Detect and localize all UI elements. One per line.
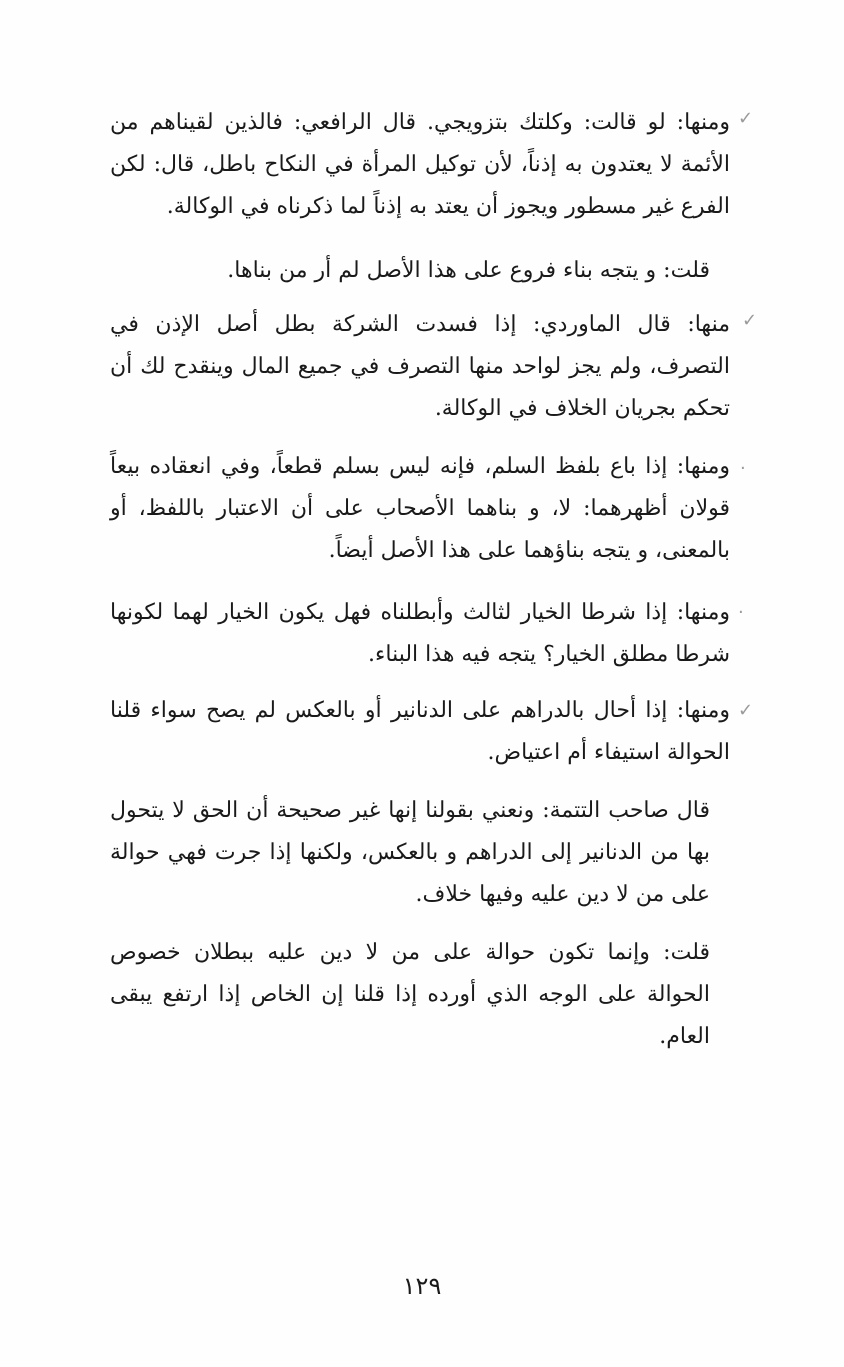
page-number: ١٢٩ xyxy=(402,1272,442,1300)
check-mark-icon: ✓ xyxy=(742,310,758,331)
check-mark-icon: ✓ xyxy=(738,700,754,721)
paragraph-7: قال صاحب التتمة: ونعني بقولنا إنها غير صحيحة أن الحق لا يتحول بها من الدنانير إلى الدراهم و بالعكس، ولكنها إذا جرت فهي حوالة على من لا دين عليه وفيها خلاف. xyxy=(110,798,710,907)
margin-dot-icon: · xyxy=(740,458,746,479)
paragraph-5: ومنها: إذا شرطا الخيار لثالث وأبطلناه فهل يكون الخيار لهما لكونها شرطا مطلق الخيار؟ يتجه فيه هذا البناء. xyxy=(110,600,730,667)
paragraph-6: ومنها: إذا أحال بالدراهم على الدنانير أو بالعكس لم يصح سواء قلنا الحوالة استيفاء أم اعتياض. xyxy=(110,698,730,765)
margin-dot-icon: · xyxy=(738,602,744,623)
paragraph-3: منها: قال الماوردي: إذا فسدت الشركة بطل أصل الإذن في التصرف، ولم يجز لواحد منها التصرف في جميع المال وينقدح لك أن تحكم بجريان الخلاف في الوكالة. xyxy=(110,312,730,421)
paragraph-1: ومنها: لو قالت: وكلتك بتزويجي. قال الرافعي: فالذين لقيناهم من الأئمة لا يعتدون به إذناً، لأن توكيل المرأة في النكاح باطل، قال: لكن الفرع غير مسطور ويجوز أن يعتد به إذناً لما ذكرناه في الوكالة. xyxy=(110,110,730,219)
paragraph-4: ومنها: إذا باع بلفظ السلم، فإنه ليس بسلم قطعاً، وفي انعقاده بيعاً قولان أظهرهما: لا، و بناهما الأصحاب على أن الاعتبار باللفظ، أو بالمعنى، و يتجه بناؤهما على هذا الأصل أيضاً. xyxy=(110,454,731,563)
paragraph-2: قلت: و يتجه بناء فروع على هذا الأصل لم أر من بناها. xyxy=(227,258,710,283)
paragraph-8: قلت: وإنما تكون حوالة على من لا دين عليه ببطلان خصوص الحوالة على الوجه الذي أورده إذا قلنا إن الخاص إذا ارتفع يبقى العام. xyxy=(110,940,710,1049)
check-mark-icon: ✓ xyxy=(738,108,754,129)
